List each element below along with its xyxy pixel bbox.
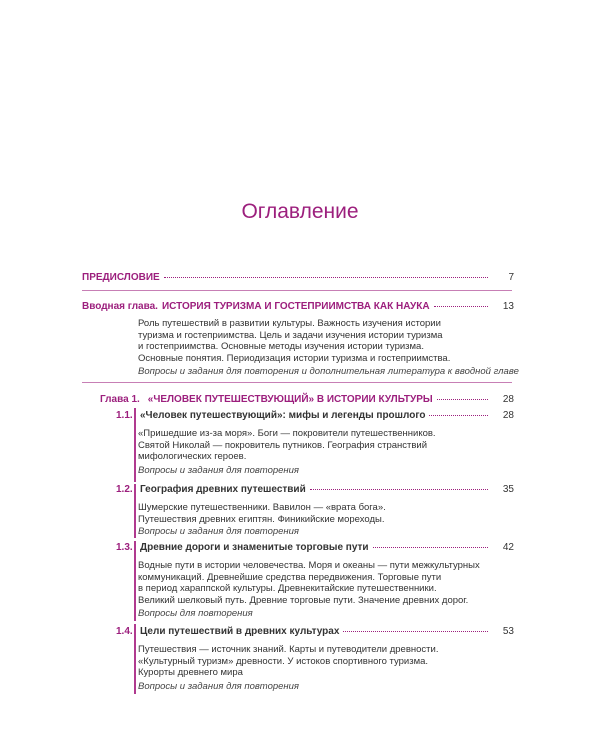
- divider: [82, 290, 512, 291]
- toc-entry-description: Водные пути в истории человечества. Моря и океаны — пути межкультурных коммуникаций. Древнейшие средства передвижения. Торговые пути в период хараппской культуры. Древнекитайские путешественники. Великий шелковый путь. Древние торговые пути. Значение древних дорог.: [138, 560, 480, 606]
- toc-entry-label: ПРЕДИСЛОВИЕ: [82, 272, 160, 283]
- toc-entry-prefix: Глава 1.: [100, 394, 140, 405]
- toc-entry-section-1-2[interactable]: [116, 484, 514, 495]
- toc-entry-label: Древние дороги и знаменитые торговые пути: [140, 542, 369, 553]
- toc-entry-label: ИСТОРИЯ ТУРИЗМА И ГОСТЕПРИИМСТВА КАК НАУКА: [161, 301, 430, 312]
- dot-leader: [434, 306, 488, 307]
- toc-entry-description: Роль путешествий в развитии культуры. Важность изучения истории туризма и гостеприимства. Цель и задачи изучения истории туризма и гостеприимства. Основные методы изучения истории туризма. Основные понятия. Периодизация истории туризма и гостеприимства.: [138, 318, 451, 364]
- dot-leader: [429, 415, 488, 416]
- dot-leader: [310, 489, 488, 490]
- toc-entry-section-1-3[interactable]: [116, 542, 514, 553]
- toc-entry-description: Шумерские путешественники. Вавилон — «врата бога». Путешествия древних египтян. Финикийские мореходы.: [138, 502, 386, 525]
- toc-entry-description: «Пришедшие из-за моря». Боги — покровители путешественников. Святой Николай — покровитель путников. География странствий мифологических героев.: [138, 428, 436, 463]
- toc-questions-link[interactable]: Вопросы и задания для повторения: [138, 526, 299, 537]
- toc-page-number: 35: [502, 484, 514, 495]
- toc-entry-prefix: Вводная глава.: [82, 301, 158, 312]
- toc-questions-link[interactable]: Вопросы и задания для повторения: [138, 681, 299, 692]
- dot-leader: [373, 547, 488, 548]
- toc-entry-section-1-4[interactable]: [116, 626, 514, 637]
- section-number: 1.2.: [116, 484, 133, 495]
- section-accent-bar: [134, 541, 136, 621]
- dot-leader: [164, 277, 488, 278]
- toc-entry-label: «ЧЕЛОВЕК ПУТЕШЕСТВУЮЩИЙ» В ИСТОРИИ КУЛЬТУРЫ: [147, 394, 433, 405]
- toc-entry-preface[interactable]: [82, 272, 514, 283]
- dot-leader: [437, 399, 488, 400]
- toc-entry-description: Путешествия — источник знаний. Карты и путеводители древности. «Культурный туризм» древности. У истоков спортивного туризма. Курорты древнего мира: [138, 644, 439, 679]
- toc-entry-section-1-1[interactable]: [116, 410, 514, 421]
- toc-entry-chapter-1[interactable]: [100, 394, 514, 405]
- toc-questions-link[interactable]: Вопросы для повторения: [138, 608, 253, 619]
- toc-questions-link[interactable]: Вопросы и задания для повторения: [138, 465, 299, 476]
- section-number: 1.3.: [116, 542, 133, 553]
- toc-entry-intro[interactable]: [82, 301, 514, 312]
- toc-page-number: 53: [502, 626, 514, 637]
- divider: [82, 382, 512, 383]
- toc-page-number: 13: [502, 301, 514, 312]
- section-number: 1.1.: [116, 410, 133, 421]
- toc-page-number: 28: [502, 410, 514, 421]
- toc-questions-link[interactable]: Вопросы и задания для повторения и дополнительная литература к вводной главе: [138, 366, 519, 377]
- toc-page-number: 42: [502, 542, 514, 553]
- dot-leader: [343, 631, 488, 632]
- toc-page-number: 7: [508, 272, 514, 283]
- page-title: Оглавление: [241, 200, 359, 223]
- section-number: 1.4.: [116, 626, 133, 637]
- toc-page-number: 28: [502, 394, 514, 405]
- toc-entry-label: География древних путешествий: [140, 484, 306, 495]
- toc-entry-label: Цели путешествий в древних культурах: [140, 626, 340, 637]
- toc-entry-label: «Человек путешествующий»: мифы и легенды прошлого: [140, 410, 426, 421]
